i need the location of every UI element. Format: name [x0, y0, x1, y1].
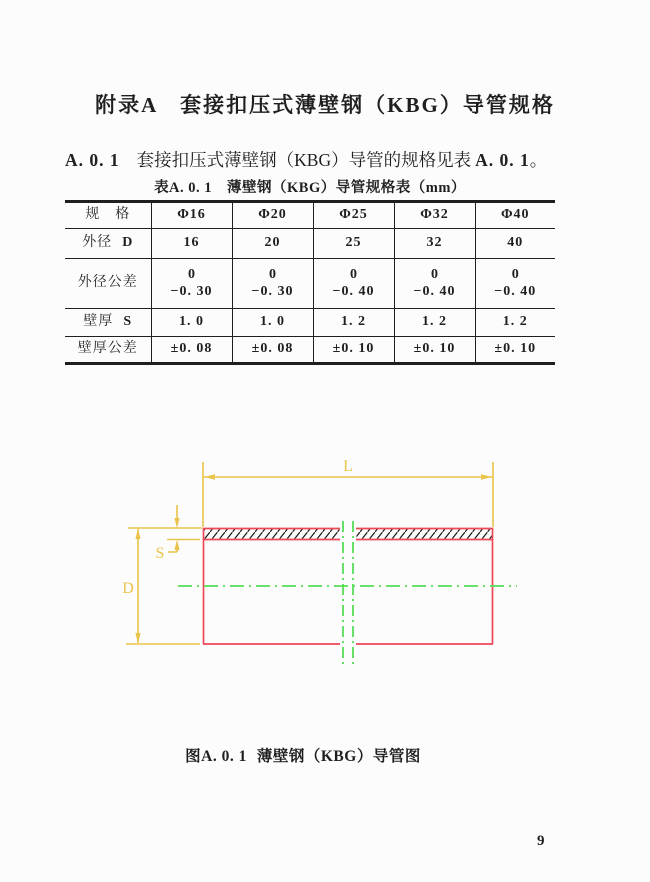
value-cell: 0 −0. 40 — [313, 259, 394, 309]
header-cell: Φ20 — [232, 202, 313, 229]
symbol-d: D — [122, 235, 134, 251]
value-cell: 0 −0. 30 — [151, 259, 232, 309]
arrowhead-down — [135, 633, 140, 644]
value-cell: 25 — [313, 229, 394, 259]
row-label: 壁厚 S — [65, 309, 151, 337]
value-cell: ±0. 10 — [394, 337, 475, 364]
hatch-band-right — [357, 529, 493, 539]
value-cell: 32 — [394, 229, 475, 259]
clause-number: A. 0. 1 — [65, 150, 120, 170]
row-label: 外径 D — [65, 229, 151, 259]
value-cell: 0 −0. 40 — [475, 259, 555, 309]
value-cell: 1. 2 — [313, 309, 394, 337]
arrowhead-up — [135, 529, 140, 540]
row-label: 规 格 — [85, 207, 131, 223]
value-cell: 0 −0. 30 — [232, 259, 313, 309]
figure-title: 薄壁钢（KBG）导管图 — [256, 748, 421, 765]
value-cell: 0 −0. 40 — [394, 259, 475, 309]
arrowhead-up — [174, 540, 179, 550]
row-label: 外径公差 — [65, 259, 151, 309]
hatch-band-left — [204, 529, 340, 539]
clause-period: 。 — [529, 150, 548, 170]
header-cell: Φ16 — [151, 202, 232, 229]
arrowhead-down — [174, 518, 179, 528]
header-cell: Φ32 — [394, 202, 475, 229]
figure-number: 图A. 0. 1 — [185, 748, 247, 765]
row-label: 壁厚公差 — [65, 337, 151, 364]
value-cell: ±0. 10 — [475, 337, 555, 364]
arrowhead-left — [204, 474, 215, 479]
value-cell: 1. 2 — [475, 309, 555, 337]
header-cell: Φ25 — [313, 202, 394, 229]
clause-table-ref: A. 0. 1 — [475, 150, 530, 170]
clause-text: 套接扣压式薄壁钢（KBG）导管的规格见表 — [136, 150, 472, 170]
figure-caption — [0, 744, 606, 766]
header-cell: Φ40 — [475, 202, 555, 229]
symbol-s: S — [123, 314, 133, 330]
value-cell: 1. 2 — [394, 309, 475, 337]
value-cell: 1. 0 — [151, 309, 232, 337]
dim-d-label: D — [122, 580, 134, 597]
value-cell: 20 — [232, 229, 313, 259]
page-number: 9 — [537, 833, 545, 849]
appendix-title: 附录A 套接扣压式薄壁钢（KBG）导管规格 — [95, 93, 555, 117]
value-cell: ±0. 08 — [151, 337, 232, 364]
value-cell: 40 — [475, 229, 555, 259]
value-cell: 1. 0 — [232, 309, 313, 337]
dim-l-label: L — [343, 458, 353, 475]
arrowhead-right — [481, 474, 492, 479]
value-cell: 16 — [151, 229, 232, 259]
value-cell: ±0. 08 — [232, 337, 313, 364]
value-cell: ±0. 10 — [313, 337, 394, 364]
table-caption: 表A. 0. 1 薄壁钢（KBG）导管规格表（mm） — [154, 180, 466, 196]
dim-s-label: S — [155, 545, 165, 562]
